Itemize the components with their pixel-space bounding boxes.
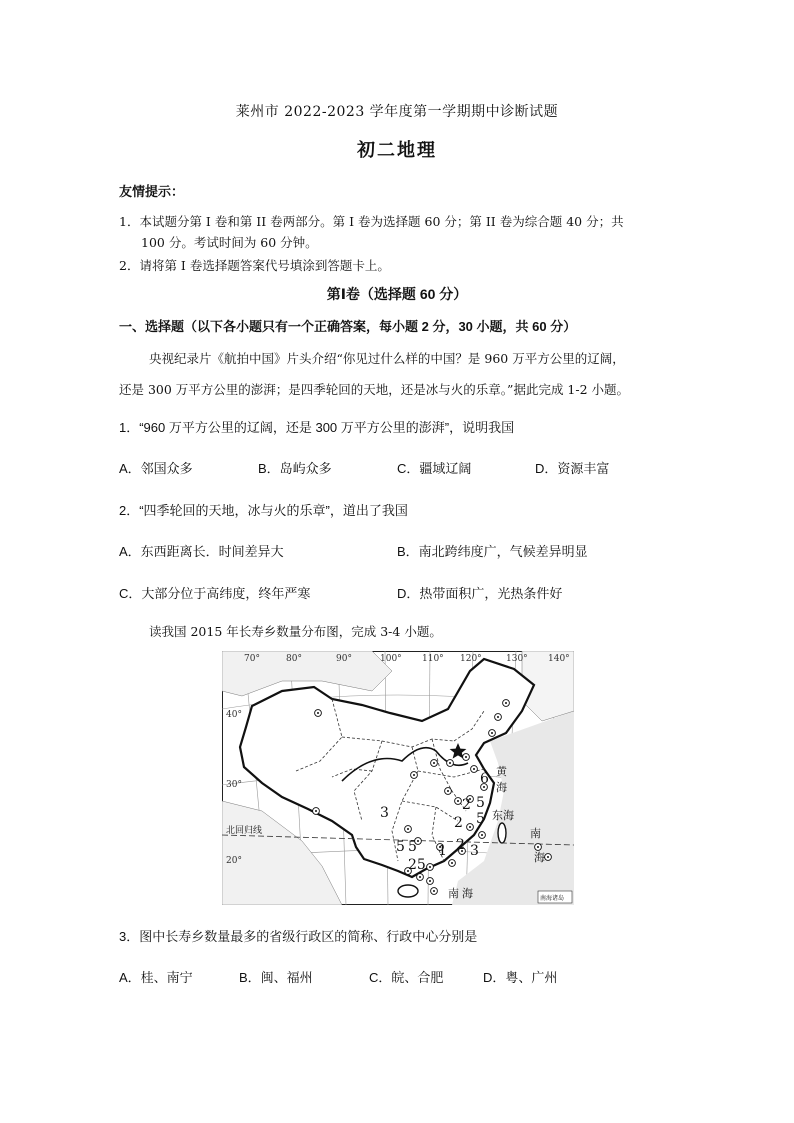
q2-option-a: A．东西距离长．时间差异大	[119, 544, 284, 559]
sea-label-south-1: 南	[530, 827, 541, 840]
tips-heading: 友情提示：	[119, 184, 185, 199]
lon-label-80: 80°	[286, 654, 302, 664]
count-label: 3	[470, 843, 479, 859]
sea-label-yellow-2: 海	[496, 781, 507, 794]
count-label: 2	[462, 797, 471, 813]
count-label: 5	[476, 795, 485, 811]
lon-label-90: 90°	[336, 654, 352, 664]
passage-line-2: 还是 300 万平方公里的澎湃；是四季轮回的天地，还是冰与火的乐章。”据此完成 1-2 小题。	[119, 382, 630, 397]
count-label: 5	[476, 811, 485, 827]
sea-label-south-2: 海	[534, 851, 545, 864]
question-1-stem: 1．“960 万平方公里的辽阔，还是 300 万平方公里的澎湃”，说明我国	[119, 420, 515, 435]
sea-label-south-4: 海	[462, 887, 473, 900]
lon-label-120: 120°	[460, 654, 482, 664]
count-label: 2	[456, 837, 465, 853]
q3-option-a: A．桂、南宁	[119, 970, 193, 985]
lat-label-30: 30°	[226, 780, 242, 790]
passage-line-1: 央视纪录片《航拍中国》片头介绍“你见过什么样的中国？是 960 万平方公里的辽阔，	[149, 351, 625, 366]
q1-option-a: A．邻国众多	[119, 461, 193, 476]
q2-option-d: D．热带面积广，光热条件好	[397, 586, 563, 601]
q1-option-b: B．岛屿众多	[258, 461, 332, 476]
lon-label-70: 70°	[244, 654, 260, 664]
subject-title: 初二地理	[357, 140, 437, 161]
lon-label-110: 110°	[422, 654, 444, 664]
lat-label-20: 20°	[226, 856, 242, 866]
q2-option-c: C．大部分位于高纬度，终年严寒	[119, 586, 311, 601]
count-label: 2	[454, 815, 463, 831]
q3-option-c: C．皖、合肥	[369, 970, 444, 985]
sea-label-yellow-1: 黄	[496, 765, 507, 778]
count-label: 3	[380, 805, 389, 821]
sea-label-east: 东海	[492, 809, 514, 822]
longevity-map	[222, 651, 574, 905]
sea-label-south-3: 南	[448, 887, 459, 900]
tip-item-1-cont: 100 分。考试时间为 60 分钟。	[141, 235, 318, 250]
tropic-label: 北回归线	[226, 826, 263, 836]
q1-option-d: D．资源丰富	[535, 461, 610, 476]
tip-item-1: 1．本试题分第 I 卷和第 II 卷两部分。第 I 卷为选择题 60 分；第 II 卷为综合题 40 分；共	[119, 214, 624, 229]
lon-label-140: 140°	[548, 654, 570, 664]
count-label: 25	[408, 857, 426, 873]
q2-option-b: B．南北跨纬度广，气候差异明显	[397, 544, 588, 559]
exam-title: 莱州市 2022-2023 学年度第一学期期中诊断试题	[235, 104, 559, 120]
count-label: 6	[480, 771, 489, 787]
south-sea-islands-label: 南海诸岛	[540, 895, 565, 902]
tip-item-2: 2．请将第 I 卷选择题答案代号填涂到答题卡上。	[119, 258, 390, 273]
count-label: 5	[408, 839, 417, 855]
count-label: 1	[438, 843, 447, 859]
passage-2: 读我国 2015 年长寿乡数量分布图，完成 3-4 小题。	[149, 624, 442, 639]
lat-label-40: 40°	[226, 710, 242, 720]
question-2-stem: 2．“四季轮回的天地，冰与火的乐章”，道出了我国	[119, 503, 408, 518]
q3-option-d: D．粤、广州	[483, 970, 558, 985]
question-3-stem: 3．图中长寿乡数量最多的省级行政区的简称、行政中心分别是	[119, 929, 478, 944]
section-instructions: 一、选择题（以下各小题只有一个正确答案，每小题 2 分，30 小题，共 60 分）	[119, 319, 577, 334]
q1-option-c: C．疆域辽阔	[397, 461, 472, 476]
q3-option-b: B．闽、福州	[239, 970, 313, 985]
lon-label-130: 130°	[506, 654, 528, 664]
lon-label-100: 100°	[380, 654, 402, 664]
section-title: 第Ⅰ卷（选择题 60 分）	[326, 286, 468, 302]
count-label: 5	[396, 839, 405, 855]
